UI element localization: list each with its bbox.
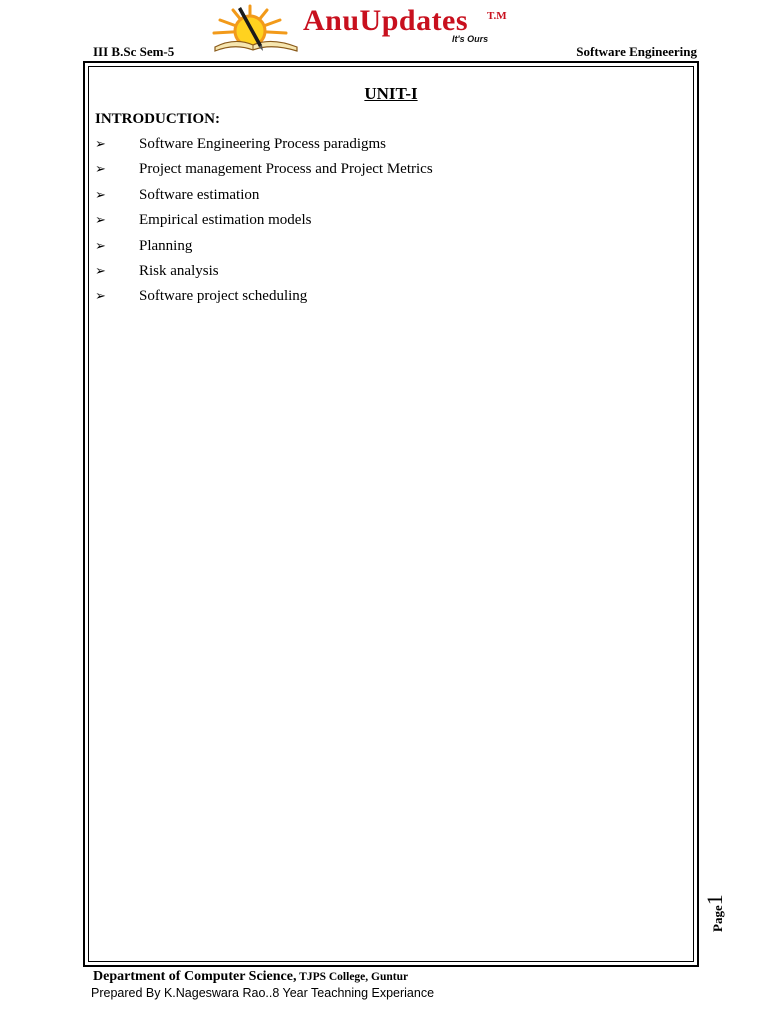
list-item-text: Software Engineering Process paradigms xyxy=(139,136,387,152)
footer-prepared-by: Prepared By K.Nageswara Rao..8 Year Teachning Experiance xyxy=(91,986,435,1000)
footer-department-line xyxy=(93,967,408,985)
brand-name: AnuUpdates xyxy=(303,4,469,37)
footer-separator: , xyxy=(292,969,297,984)
list-item-text: Software estimation xyxy=(139,186,260,203)
footer-department: Department of Computer Science xyxy=(93,969,293,984)
page-number-rotated xyxy=(702,894,728,932)
list-item xyxy=(95,237,433,262)
list-item xyxy=(95,287,433,312)
arrow-bullet-icon: ➢ xyxy=(95,186,106,202)
list-item-text: Software project scheduling xyxy=(139,288,308,305)
page-number: 1 xyxy=(702,894,727,906)
list-item-text: Empirical estimation models xyxy=(139,212,312,229)
page-word: Page xyxy=(710,905,725,932)
sun-book-pen-icon xyxy=(205,3,305,55)
arrow-bullet-icon: ➢ xyxy=(95,161,106,177)
header-course: III B.Sc Sem-5 xyxy=(93,44,175,59)
page-border-inner xyxy=(88,66,694,962)
unit-title xyxy=(89,84,693,104)
unit-title-text: UNIT-I xyxy=(364,84,418,103)
list-item-text: Project management Process and Project Metrics xyxy=(139,161,433,178)
section-heading: INTRODUCTION: xyxy=(95,111,221,127)
topic-list xyxy=(95,135,433,313)
list-item xyxy=(95,135,433,160)
trademark-mark: T.M xyxy=(487,10,507,22)
arrow-bullet-icon: ➢ xyxy=(95,288,106,304)
page-border xyxy=(83,61,699,967)
arrow-bullet-icon: ➢ xyxy=(95,262,106,278)
list-item xyxy=(95,186,433,211)
arrow-bullet-icon: ➢ xyxy=(95,212,106,228)
brand-tagline: It's Ours xyxy=(452,34,489,44)
list-item-text: Risk analysis xyxy=(139,262,219,279)
list-item xyxy=(95,160,433,185)
arrow-bullet-icon: ➢ xyxy=(95,237,106,253)
list-item xyxy=(95,211,433,236)
list-item-text: Planning xyxy=(139,237,193,254)
anuupdates-logo xyxy=(205,3,525,55)
arrow-bullet-icon: ➢ xyxy=(95,136,106,151)
page-number-label xyxy=(698,886,728,936)
header-subject: Software Engineering xyxy=(576,44,697,59)
footer-college: TJPS College, Guntur xyxy=(296,971,409,983)
list-item xyxy=(95,262,433,287)
